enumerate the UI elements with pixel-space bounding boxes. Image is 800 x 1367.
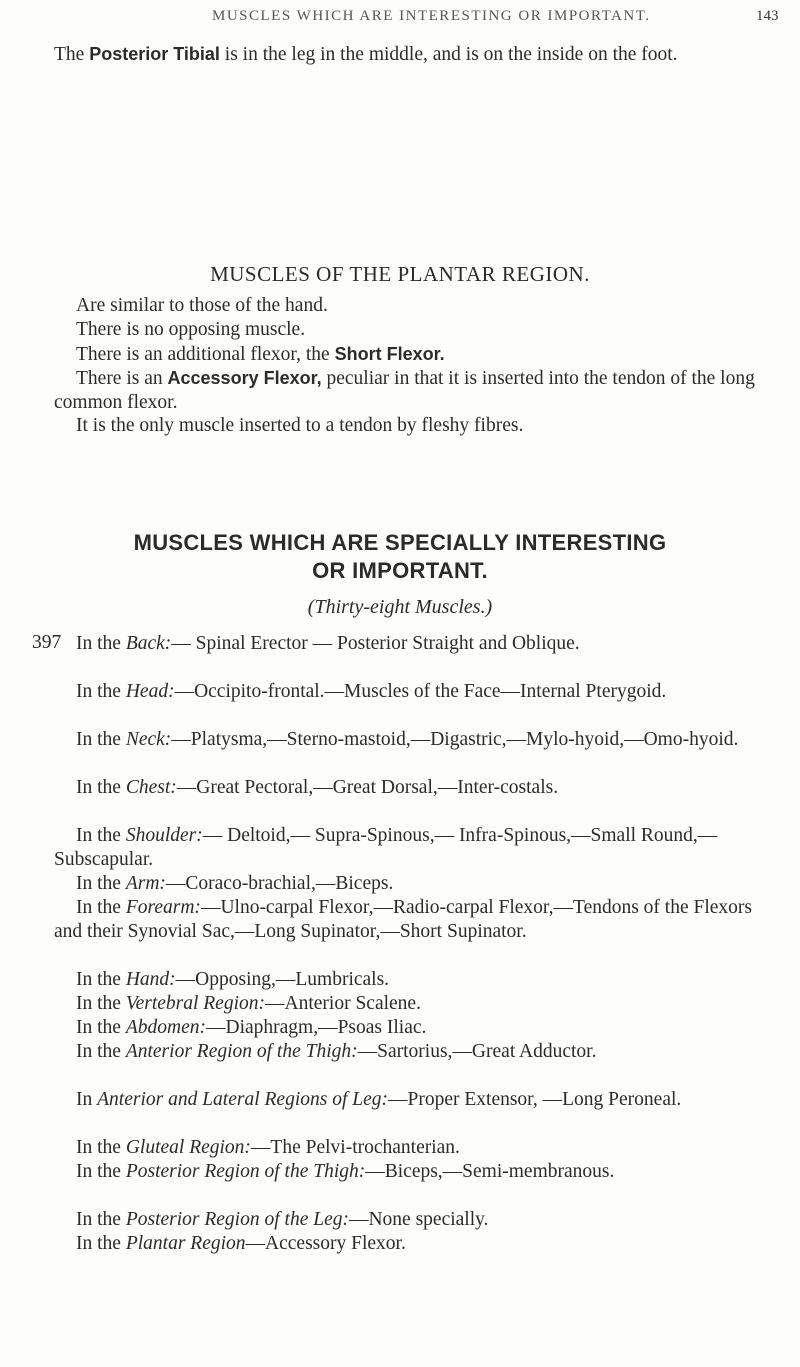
plantar-line-2: There is no opposing muscle. [76,319,306,340]
accessory-pre: There is an [76,368,163,389]
section-heading-line-1: MUSCLES WHICH ARE SPECIALLY INTERESTING [133,530,667,555]
posterior-tibial-text: is in the leg in the middle, and is on the inside on the foot. [224,44,678,65]
plantar-region-heading: MUSCLES OF THE PLANTAR REGION. [210,262,590,286]
short-flexor-pre: There is an additional flexor, the [76,344,330,365]
term-posterior-tibial: Posterior Tibial [89,44,220,64]
term-short-flexor: Short Flexor. [334,344,445,364]
entry-forearm: In the Forearm:—Ulno-carpal Flexor,—Radio-carpal Flexor,—Tendons of the Flexors and their Synovial Sac,—Long Supinator,—Short Supinator. [54,897,753,942]
entry-vertebral: In the Vertebral Region:—Anterior Scalene. [76,993,421,1014]
entry-abdomen: In the Abdomen:—Diaphragm,—Psoas Iliac. [76,1017,427,1038]
posterior-tibial-paragraph [54,42,770,67]
entry-neck: In the Neck:—Platysma,—Sterno-mastoid,—Digastric,—Mylo-hyoid,—Omo-hyoid. [76,729,739,750]
entry-posterior-thigh: In the Posterior Region of the Thigh:—Biceps,—Semi-membranous. [76,1161,615,1182]
section-heading-line-2: OR IMPORTANT. [312,558,488,583]
section-subtitle: (Thirty-eight Muscles.) [307,596,493,618]
plantar-line-last: It is the only muscle inserted to a tendon by fleshy fibres. [76,415,524,436]
lead-text: The [54,44,85,65]
plantar-line-accessory-flexor [54,366,770,415]
plantar-line-short-flexor [76,342,776,367]
margin-number: 397 [32,632,62,653]
entry-back: In the Back:— Spinal Erector — Posterior Straight and Oblique. [76,633,580,654]
entry-head: In the Head:—Occipito-frontal.—Muscles of the Face—Internal Pterygoid. [76,681,667,702]
plantar-line-1: Are similar to those of the hand. [76,295,328,316]
entry-hand: In the Hand:—Opposing,—Lumbricals. [76,969,390,990]
running-head-title: MUSCLES WHICH ARE INTERESTING OR IMPORTANT. [212,8,651,24]
entry-anterior-thigh: In the Anterior Region of the Thigh:—Sartorius,—Great Adductor. [76,1041,597,1062]
entry-plantar: In the Plantar Region—Accessory Flexor. [76,1233,406,1254]
page-number: 143 [756,8,779,24]
term-accessory-flexor: Accessory Flexor, [167,368,322,388]
entry-arm: In the Arm:—Coraco-brachial,—Biceps. [76,873,394,894]
entry-posterior-leg: In the Posterior Region of the Leg:—None specially. [76,1209,489,1230]
entry-shoulder: In the Shoulder:— Deltoid,— Supra-Spinous,— Infra-Spinous,—Small Round,—Subscapular. [54,825,718,870]
entry-gluteal: In the Gluteal Region:—The Pelvi-trochanterian. [76,1137,460,1158]
accessory-rest: peculiar in that it is inserted into the tendon of the long common flexor. [54,368,755,413]
entry-chest: In the Chest:—Great Pectoral,—Great Dorsal,—Inter-costals. [76,777,559,798]
entry-anterior-lateral-leg: In Anterior and Lateral Regions of Leg:—Proper Extensor, —Long Peroneal. [76,1089,682,1110]
